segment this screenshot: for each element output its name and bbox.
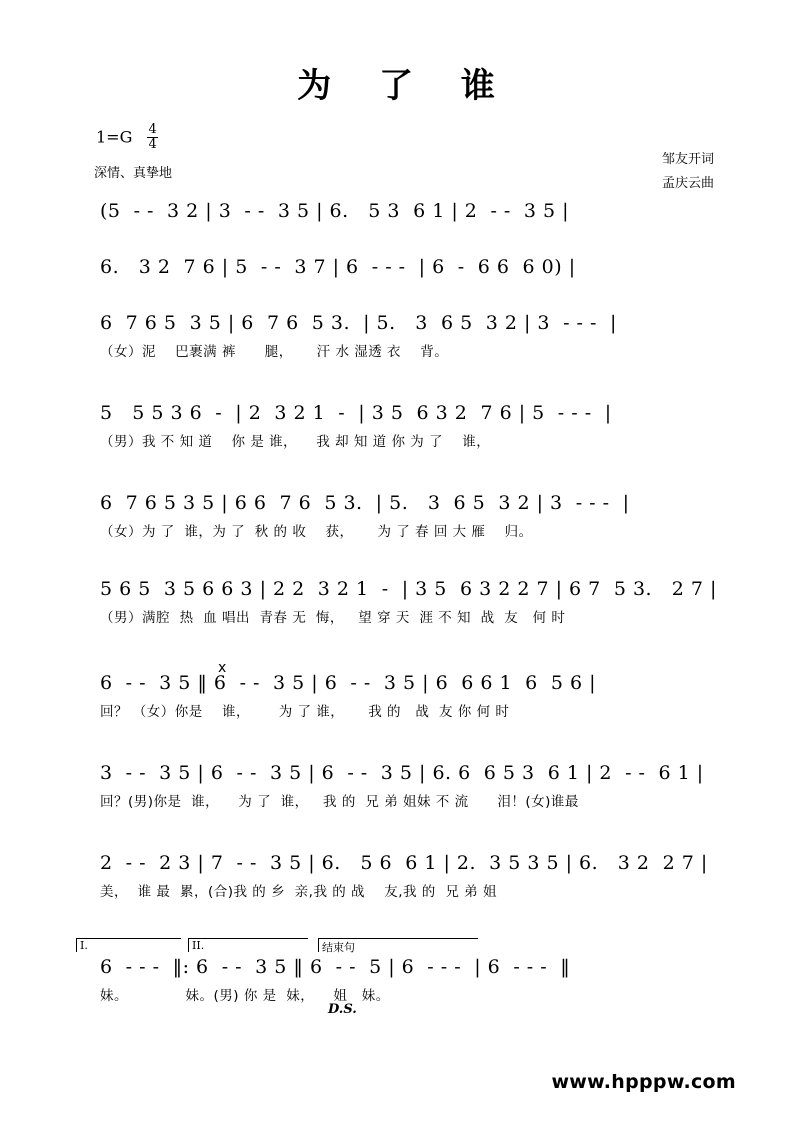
- music-system-9: [100, 852, 708, 900]
- music-system-1: [100, 200, 700, 224]
- notation-line: 6 - - - ‖: 6 - - 3 5 ‖ 6 - - 5 | 6 - - - | 6 - - - ‖: [100, 956, 571, 978]
- key-signature: [96, 124, 158, 152]
- lyric-line: （女）为 了 谁，为 了 秋 的 收 获， 为 了 春 回 大 雁 归。: [100, 523, 533, 540]
- lyric-line: （女）泥 巴裹满 裤 腿， 汗 水 湿透 衣 背。: [100, 343, 449, 360]
- lyric-line: （男）我 不 知 道 你 是 谁， 我 却 知 道 你 为 了 谁，: [100, 433, 491, 450]
- expression-marking: 深情、真挚地: [94, 166, 173, 181]
- time-signature-denominator: 4: [148, 136, 157, 152]
- page-title: 为 了 谁: [297, 66, 513, 106]
- music-system-6: [100, 578, 717, 626]
- ending-label: II.: [192, 939, 205, 952]
- lyric-line: 美， 谁 最 累，(合)我 的 乡 亲,我 的 战 友,我 的 兄 弟 姐: [100, 883, 497, 900]
- lyric-line: （男）满腔 热 血 唱出 青春 无 悔， 望 穿 天 涯 不 知 战 友 何 时: [100, 609, 566, 626]
- ds-marking: D.S.: [328, 1002, 357, 1017]
- music-system-5: [100, 492, 700, 540]
- time-signature: [147, 123, 157, 151]
- lyric-line: 回？(男)你是 谁， 为 了 谁， 我 的 兄 弟 姐妹 不 流 泪！(女)谁最: [100, 793, 579, 810]
- notation-line: 6 7 6 5 3 5 | 6 7 6 5 3. | 5. 3 6 5 3 2 | 3 - - - |: [100, 312, 617, 334]
- ending-label: I.: [80, 939, 88, 952]
- music-system-7: [100, 672, 700, 720]
- segno-icon: x: [218, 660, 227, 676]
- music-system-2: [100, 256, 700, 280]
- notation-line: 5 5 5 3 6 - | 2 3 2 1 - | 3 5 6 3 2 7 6 | 5 - - - |: [100, 402, 612, 424]
- notation-line: 3 - - 3 5 | 6 - - 3 5 | 6 - - 3 5 | 6. 6 6 5 3 6 1 | 2 - - 6 1 |: [100, 762, 704, 784]
- key-signature-label: 1=G: [96, 127, 133, 147]
- notation-line: 6 - - 3 5 ‖ 6 - - 3 5 | 6 - - 3 5 | 6 6 6 1 6 5 6 |: [100, 672, 596, 694]
- notation-line: 6. 3 2 7 6 | 5 - - 3 7 | 6 - - - | 6 - 6 6 6 0) |: [100, 256, 576, 278]
- music-system-8: [100, 762, 704, 810]
- notation-line: 2 - - 2 3 | 7 - - 3 5 | 6. 5 6 6 1 | 2. 3 5 3 5 | 6. 3 2 2 7 |: [100, 852, 708, 874]
- lyric-line: 妹。 妹。(男) 你 是 妹， 姐 妹。: [100, 987, 390, 1004]
- ending-bracket-3: [318, 938, 478, 952]
- watermark: www.hpppw.com: [551, 1071, 736, 1093]
- notation-line: 6 7 6 5 3 5 | 6 6 7 6 5 3. | 5. 3 6 5 3 2 | 3 - - - |: [100, 492, 630, 514]
- ending-bracket-2: [188, 938, 308, 952]
- credits: [662, 148, 714, 196]
- ending-brackets: [80, 938, 700, 956]
- ending-bracket-1: [76, 938, 181, 952]
- lyric-line: 回？ （女）你是 谁， 为 了 谁， 我 的 战 友 你 何 时: [100, 703, 510, 720]
- music-system-4: [100, 402, 700, 450]
- credit-composer: 孟庆云曲: [661, 176, 714, 192]
- notation-line: (5 - - 3 2 | 3 - - 3 5 | 6. 5 3 6 1 | 2 - - 3 5 |: [100, 200, 570, 222]
- credit-lyricist: 邹友开词: [661, 152, 714, 167]
- ending-label: 结束句: [322, 941, 355, 954]
- time-signature-numerator: 4: [148, 122, 157, 137]
- notation-line: 5 6 5 3 5 6 6 3 | 2 2 3 2 1 - | 3 5 6 3 2 2 7 | 6 7 5 3. 2 7 |: [100, 578, 717, 600]
- music-system-3: [100, 312, 700, 360]
- music-system-10: [80, 938, 700, 1017]
